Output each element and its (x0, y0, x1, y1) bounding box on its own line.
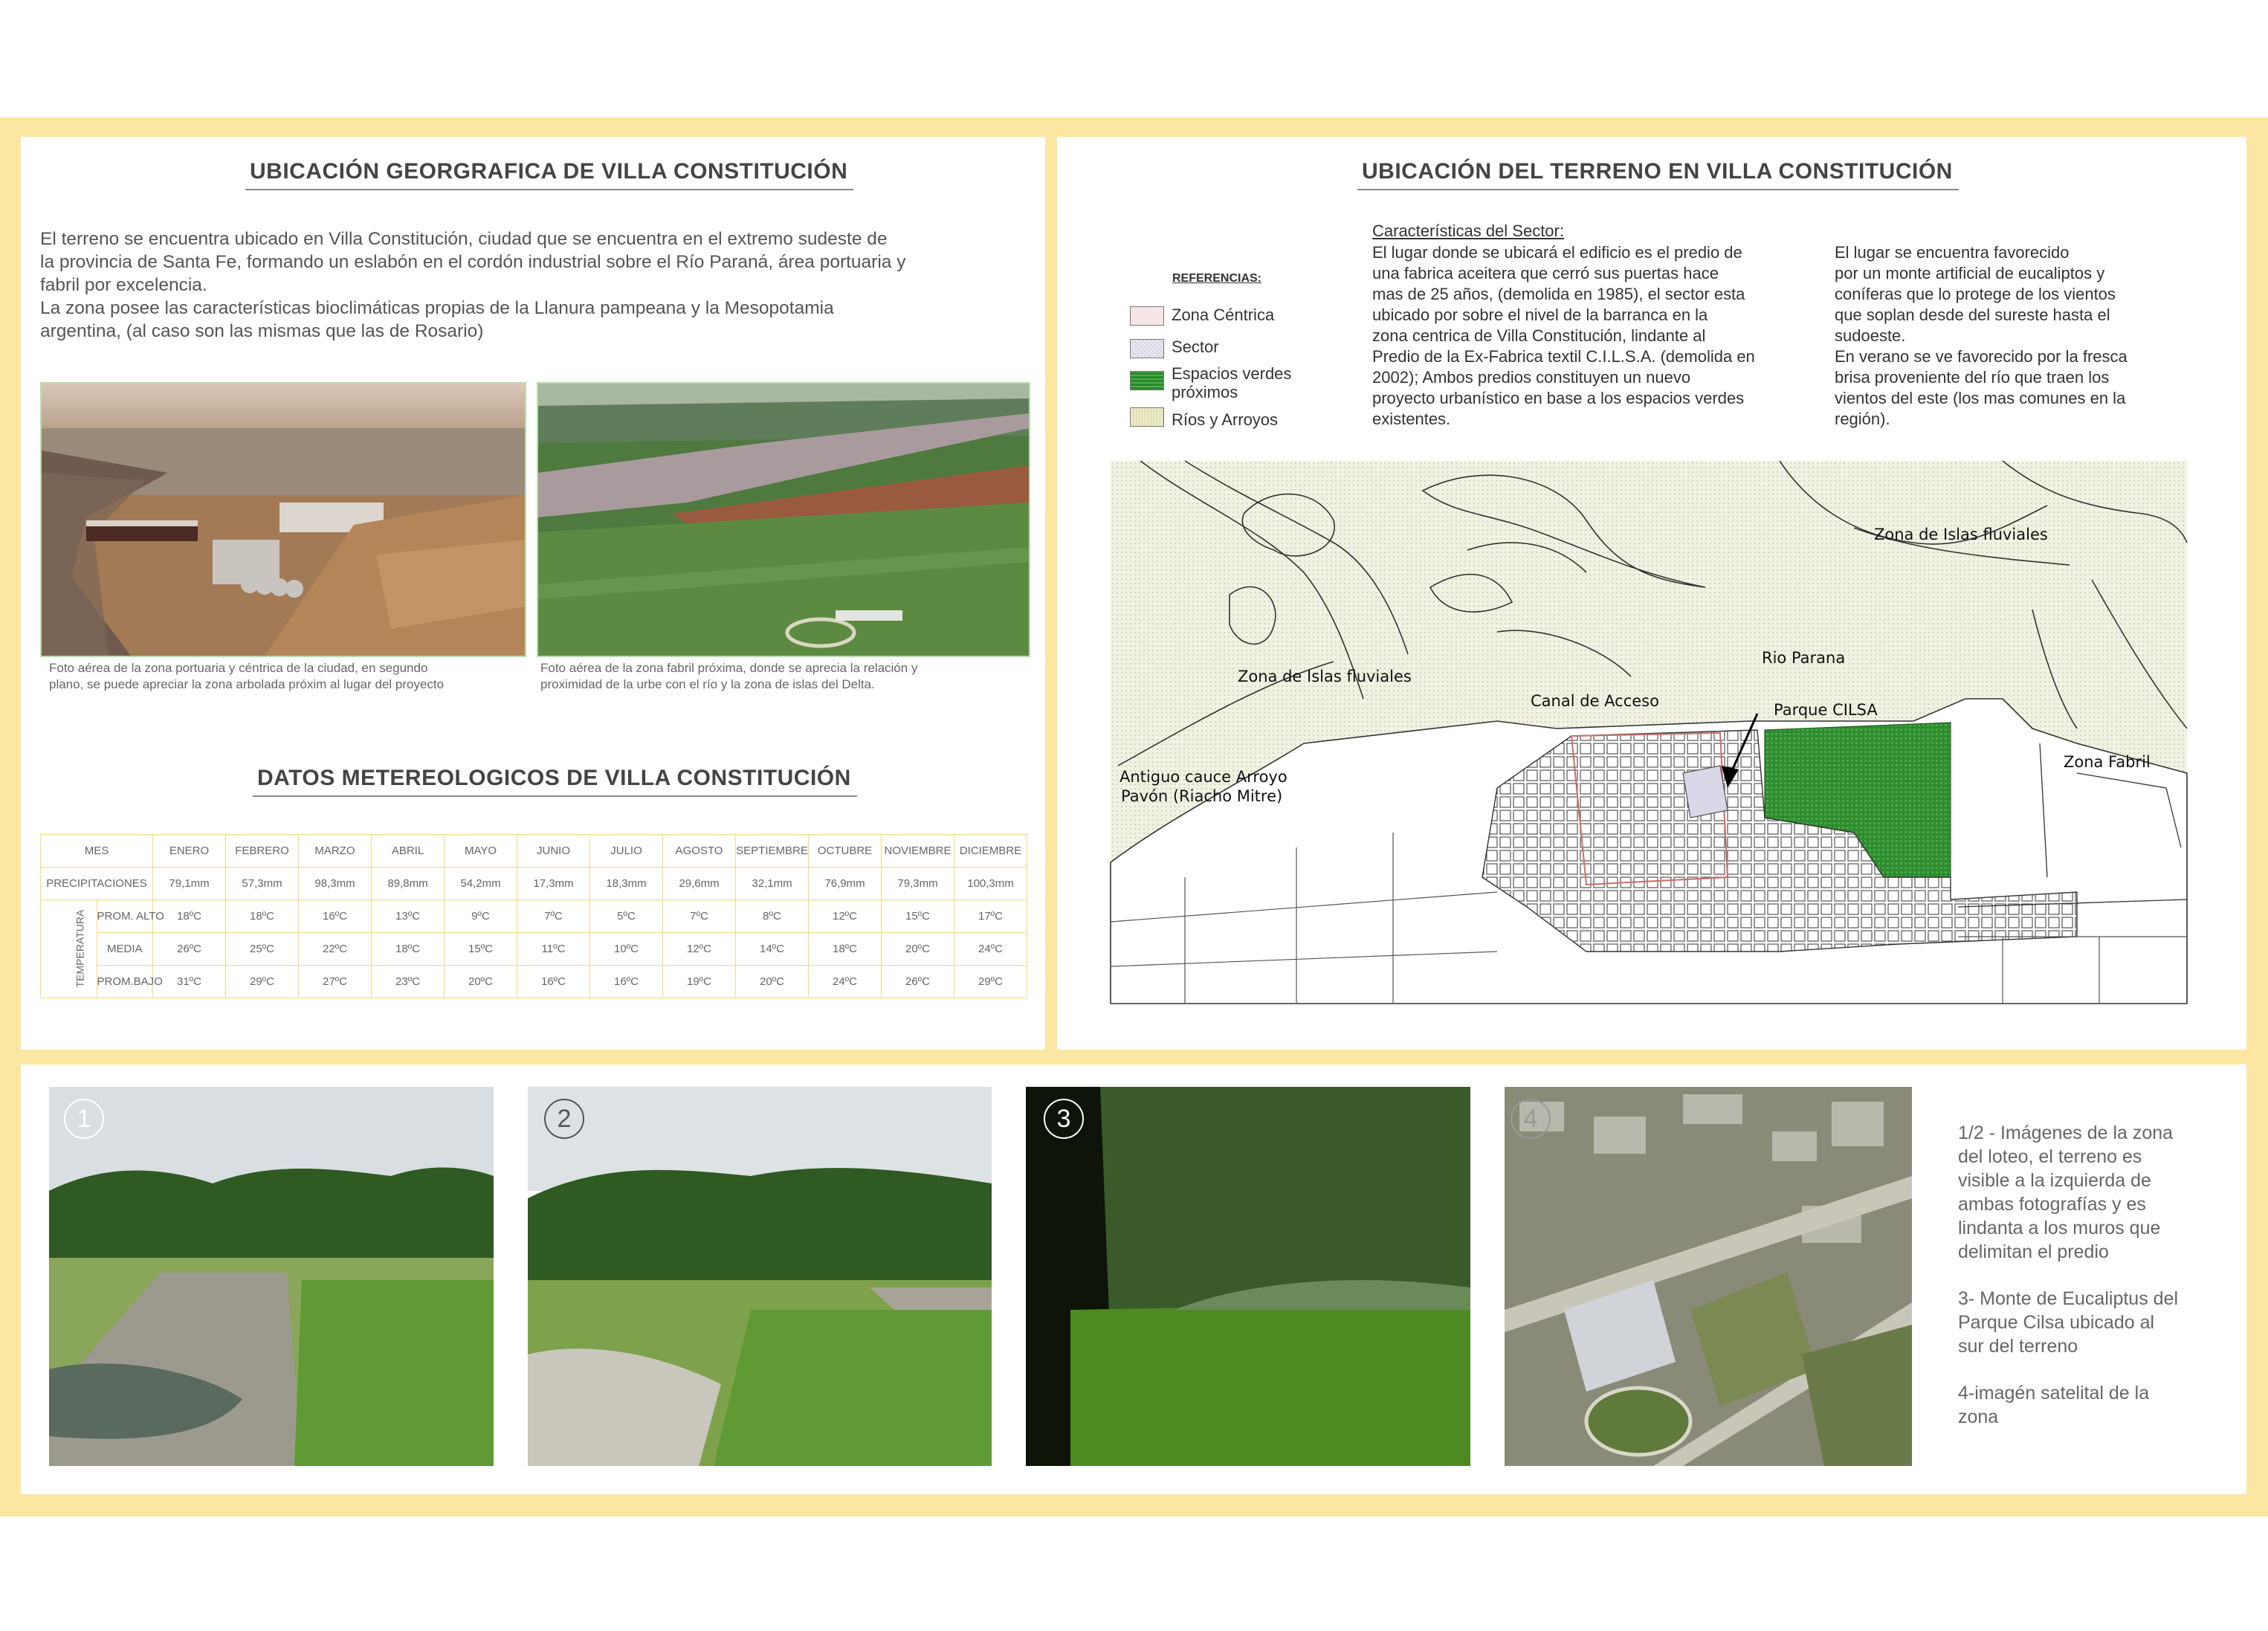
temp-cell: 20ºC (736, 966, 809, 998)
precip-cell: 32,1mm (736, 868, 809, 900)
legend-label-rios: Ríos y Arroyos (1172, 410, 1279, 429)
precip-cell: 98,3mm (299, 868, 372, 900)
month-cell: ABRIL (372, 835, 445, 868)
legend-swatch-sector (1130, 339, 1164, 358)
temp-cell: 8ºC (736, 900, 809, 933)
intro-paragraph (40, 227, 1029, 343)
row-label: PROM. ALTO (97, 900, 153, 933)
text-line: El lugar se encuentra favorecido (1835, 243, 2070, 262)
caption-line: plano, se puede apreciar la zona arbolada próxim al lugar del proyecto (49, 677, 445, 691)
site-photo-2-image (528, 1087, 992, 1466)
map-label-parque-cilsa: Parque CILSA (1774, 701, 1878, 719)
temp-cell: 26ºC (882, 966, 954, 998)
legend-label-sector: Sector (1172, 337, 1219, 356)
precip-cell: 100,3mm (954, 868, 1027, 900)
temperature-group-label (41, 900, 97, 998)
precipitation-label: PRECIPITACIONES (41, 868, 153, 900)
text-line: mas de 25 años, (demolida en 1985), el sector esta (1372, 285, 1745, 303)
intro-line: La zona posee las características bioclimáticas propias de la Llanura pampeana y la Mesopotamia (40, 298, 834, 318)
temp-cell: 22ºC (299, 933, 372, 966)
temp-cell: 16ºC (517, 966, 590, 998)
site-photo-4-satellite (1505, 1087, 1912, 1466)
legend-label-line: Espacios verdes (1172, 364, 1292, 383)
site-photo-3-image (1026, 1087, 1470, 1466)
map-label-arroyo-line2: Pavón (Riacho Mitre) (1121, 787, 1283, 805)
temp-cell: 18ºC (226, 900, 299, 933)
legend-label-zona-centrica: Zona Céntrica (1172, 306, 1275, 324)
temp-cell: 12ºC (663, 933, 736, 966)
temp-cell: 15ºC (445, 933, 517, 966)
precip-cell: 18,3mm (590, 868, 663, 900)
temp-cell: 16ºC (590, 966, 663, 998)
temp-cell: 15ºC (882, 900, 954, 933)
temp-cell: 10ºC (590, 933, 663, 966)
text-line: zona (1958, 1406, 1999, 1427)
text-line: existentes. (1372, 410, 1451, 428)
text-line: que soplan desde del sureste hasta el (1835, 306, 2110, 324)
temp-cell: 18ºC (809, 933, 882, 966)
site-photo-4-image (1505, 1087, 1912, 1466)
month-cell: ENERO (153, 835, 226, 868)
aerial-photo-port (40, 382, 526, 657)
row-label: MEDIA (97, 933, 153, 966)
text-line: por un monte artificial de eucaliptos y (1835, 264, 2105, 282)
month-cell: AGOSTO (663, 835, 736, 868)
temp-cell: 9ºC (445, 900, 517, 933)
month-cell: MARZO (299, 835, 372, 868)
precip-cell: 29,6mm (663, 868, 736, 900)
map-label-canal: Canal de Acceso (1531, 692, 1659, 710)
text-line: Parque Cilsa ubicado al (1958, 1312, 2155, 1333)
temp-cell: 18ºC (153, 900, 226, 933)
table-row (41, 933, 1027, 966)
sector-description-col2 (1835, 242, 2221, 430)
site-photo-2 (528, 1087, 992, 1466)
text-line: visible a la izquierda de (1958, 1170, 2151, 1191)
legend-swatch-espacios-verdes (1130, 371, 1164, 390)
temp-cell: 18ºC (372, 933, 445, 966)
temp-cell: 31ºC (153, 966, 226, 998)
weather-table (40, 834, 1027, 998)
map-label-islas-w: Zona de Islas fluviales (1238, 668, 1412, 685)
port-photo-caption (49, 660, 540, 693)
text-line: 3- Monte de Eucaliptus del (1958, 1288, 2179, 1309)
text-line: coníferas que lo protege de los vientos (1835, 285, 2116, 303)
photo-number-3: 3 (1044, 1099, 1084, 1139)
site-photo-3 (1026, 1087, 1470, 1466)
weather-data-title: DATOS METEREOLOGICOS DE VILLA CONSTITUCIÓN (253, 766, 857, 797)
text-line: sudoeste. (1835, 326, 1906, 345)
temp-cell: 13ºC (372, 900, 445, 933)
table-row (41, 900, 1027, 933)
month-cell: JUNIO (517, 835, 590, 868)
caption-line: Foto aérea de la zona fabril próxima, donde se aprecia la relación y (540, 661, 918, 675)
aerial-photo-industrial (537, 382, 1030, 657)
photo-number-4: 4 (1511, 1099, 1551, 1139)
text-line: 2002); Ambos predios constituyen un nuevo (1372, 368, 1691, 387)
text-line: región). (1835, 410, 1890, 428)
precip-cell: 57,3mm (226, 868, 299, 900)
temp-cell: 7ºC (663, 900, 736, 933)
month-header-cell: MES (41, 835, 153, 868)
table-row (41, 868, 1027, 900)
temp-cell: 7ºC (517, 900, 590, 933)
text-line: lindanta a los muros que (1958, 1218, 2161, 1238)
temp-cell: 20ºC (445, 966, 517, 998)
precip-cell: 89,8mm (372, 868, 445, 900)
text-line: delimitan el predio (1958, 1241, 2109, 1262)
table-row (41, 966, 1027, 998)
legend-swatch-zona-centrica (1130, 306, 1164, 326)
temp-cell: 26ºC (153, 933, 226, 966)
intro-line: la provincia de Santa Fe, formando un eslabón en el cordón industrial sobre el Río Paraná, área portuaria y (40, 252, 906, 272)
map-label-rio-parana: Rio Parana (1762, 649, 1846, 667)
description-3 (1958, 1287, 2203, 1358)
intro-line: argentina, (al caso son las mismas que las de Rosario) (40, 321, 484, 341)
sector-description-col1 (1372, 242, 1789, 430)
month-cell: SEPTIEMBRE (736, 835, 809, 868)
map-label-zona-fabril: Zona Fabril (2064, 753, 2151, 771)
temp-cell: 14ºC (736, 933, 809, 966)
precip-cell: 79,1mm (153, 868, 226, 900)
month-cell: OCTUBRE (809, 835, 882, 868)
month-cell: FEBRERO (226, 835, 299, 868)
text-line: 4-imagén satelital de la (1958, 1383, 2150, 1404)
text-line: ambas fotografías y es (1958, 1194, 2146, 1215)
temp-cell: 25ºC (226, 933, 299, 966)
photo-number-2: 2 (544, 1099, 584, 1139)
text-line: sur del terreno (1958, 1336, 2078, 1357)
temp-cell: 29ºC (226, 966, 299, 998)
site-photo-1 (49, 1087, 494, 1466)
temp-cell: 19ºC (663, 966, 736, 998)
precip-cell: 76,9mm (809, 868, 882, 900)
month-cell: JULIO (590, 835, 663, 868)
text-line: zona centrica de Villa Constitución, lindante al (1372, 326, 1706, 345)
text-line: del loteo, el terreno es (1958, 1146, 2142, 1167)
temp-cell: 27ºC (299, 966, 372, 998)
precip-cell: 79,3mm (882, 868, 954, 900)
month-cell: MAYO (445, 835, 517, 868)
text-line: vientos del este (los mas comunes en la (1835, 389, 2126, 407)
site-photo-1-image (49, 1087, 494, 1466)
industrial-photo-caption (540, 660, 1031, 693)
precip-cell: 17,3mm (517, 868, 590, 900)
description-4 (1958, 1381, 2203, 1429)
text-line: El lugar donde se ubicará el edificio es el predio de (1372, 243, 1742, 262)
temp-cell: 5ºC (590, 900, 663, 933)
aerial-photo-port-image (42, 384, 525, 656)
legend-swatch-rios (1130, 407, 1164, 427)
precip-cell: 54,2mm (445, 868, 517, 900)
description-1-2 (1958, 1121, 2203, 1264)
text-line: ubicado por sobre el nivel de la barranca en la (1372, 306, 1708, 324)
temp-cell: 24ºC (809, 966, 882, 998)
temp-cell: 20ºC (882, 933, 954, 966)
sector-marker (1683, 766, 1728, 818)
intro-line: fabril por excelencia. (40, 275, 207, 295)
temperature-vertical-text: TEMPERATURA (74, 909, 86, 988)
temp-cell: 17ºC (954, 900, 1027, 933)
temp-cell: 12ºC (809, 900, 882, 933)
photo-number-1: 1 (64, 1099, 104, 1139)
temp-cell: 23ºC (372, 966, 445, 998)
text-line: En verano se ve favorecido por la fresca (1835, 347, 2128, 366)
text-line: Predio de la Ex-Fabrica textil C.I.L.S.A. (demolida en (1372, 347, 1755, 366)
text-line: brisa proveniente del río que traen los (1835, 368, 2110, 387)
references-title: REFERENCIAS: (1172, 272, 1262, 285)
intro-line: El terreno se encuentra ubicado en Villa Constitución, ciudad que se encuentra en el extremo sudeste de (40, 229, 888, 249)
bottom-photo-descriptions (1958, 1121, 2203, 1452)
map-label-islas-ne: Zona de Islas fluviales (1874, 526, 2048, 543)
row-label: PROM.BAJO (97, 966, 153, 998)
terrain-location-title: UBICACIÓN DEL TERRENO EN VILLA CONSTITUCIÓN (1357, 159, 1959, 190)
aerial-photo-industrial-image (538, 384, 1029, 656)
caption-line: Foto aérea de la zona portuaria y céntrica de la ciudad, en segundo (49, 661, 428, 675)
month-cell: NOVIEMBRE (882, 835, 954, 868)
text-line: una fabrica aceitera que cerró sus puertas hace (1372, 264, 1719, 282)
city-location-map (1111, 461, 2187, 1004)
map-label-arroyo-line1: Antiguo cauce Arroyo (1120, 768, 1288, 786)
legend-label-line: próximos (1172, 383, 1238, 401)
temp-cell: 11ºC (517, 933, 590, 966)
month-cell: DICIEMBRE (954, 835, 1027, 868)
temp-cell: 29ºC (954, 966, 1027, 998)
table-row (41, 835, 1027, 868)
temp-cell: 24ºC (954, 933, 1027, 966)
legend-label-espacios-verdes (1172, 364, 1291, 401)
temp-cell: 16ºC (299, 900, 372, 933)
sector-characteristics-heading: Características del Sector: (1372, 222, 1564, 240)
text-line: 1/2 - Imágenes de la zona (1958, 1123, 2174, 1143)
caption-line: proximidad de la urbe con el río y la zona de islas del Delta. (540, 677, 875, 691)
geographic-location-title: UBICACIÓN GEORGRAFICA DE VILLA CONSTITUCIÓN (245, 159, 853, 190)
text-line: proyecto urbanístico en base a los espacios verdes (1372, 389, 1745, 407)
